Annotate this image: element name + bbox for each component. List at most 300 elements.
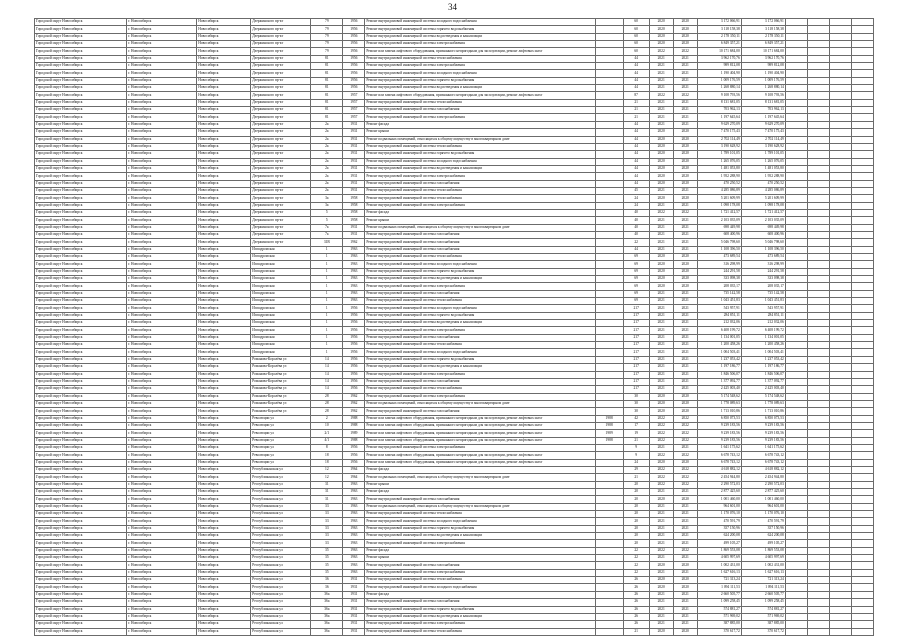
table-cell: 1 778 089,63 — [741, 400, 785, 407]
table-row — [35, 77, 874, 84]
table-cell: Дзержинского пр-кт — [251, 121, 311, 128]
empty-cell — [785, 577, 807, 584]
table-cell: 44 — [623, 129, 649, 136]
table-cell: Новосибирск — [197, 533, 251, 540]
table-cell: 2021 — [673, 290, 697, 297]
table-row — [35, 400, 874, 407]
table-row — [35, 320, 874, 327]
table-cell: Городской округ Новосибирск — [35, 143, 127, 150]
table-row — [35, 239, 874, 246]
table-cell: Городской округ Новосибирск — [35, 606, 127, 613]
table-cell: 2а — [311, 173, 343, 180]
table-cell: Городской округ Новосибирск — [35, 628, 127, 635]
table-cell: 19 — [623, 430, 649, 437]
empty-cell — [785, 290, 807, 297]
empty-cell — [807, 195, 829, 202]
table-cell: Городской округ Новосибирск — [35, 400, 127, 407]
empty-cell — [851, 26, 873, 33]
table-cell: 1957 — [343, 92, 365, 99]
table-cell: Городской округ Новосибирск — [35, 268, 127, 275]
table-cell: Ремонт внутридомовой инженерной системы газоснабжения — [365, 599, 595, 606]
empty-cell — [807, 349, 829, 356]
table-cell: Новосибирск — [197, 261, 251, 268]
empty-cell — [851, 33, 873, 40]
table-cell: 1931 — [343, 143, 365, 150]
table-cell: 2020 — [649, 143, 673, 150]
table-row — [35, 562, 874, 569]
table-cell: 2021 — [673, 77, 697, 84]
table-cell: 14 — [311, 386, 343, 393]
table-row — [35, 547, 874, 554]
table-cell: Новосибирск — [197, 173, 251, 180]
empty-cell — [851, 525, 873, 532]
empty-cell — [807, 283, 829, 290]
empty-cell — [785, 261, 807, 268]
empty-cell — [807, 584, 829, 591]
table-cell: 10 171 684,00 — [697, 48, 741, 55]
table-cell: 5 — [311, 209, 343, 216]
table-cell: Городской округ Новосибирск — [35, 511, 127, 518]
empty-cell — [807, 26, 829, 33]
table-cell: г. Новосибирск — [127, 26, 197, 33]
table-cell: Республиканская ул — [251, 525, 311, 532]
table-cell: Республиканская ул — [251, 547, 311, 554]
empty-cell — [829, 489, 851, 496]
table-cell: Городской округ Новосибирск — [35, 371, 127, 378]
empty-cell — [807, 525, 829, 532]
table-cell: 2021 — [673, 511, 697, 518]
table-cell: Ремонт внутридомовой инженерной системы газоснабжения — [365, 378, 595, 385]
table-cell: 5 174 548,62 — [741, 393, 785, 400]
table-cell: Ремонт крыши — [365, 129, 595, 136]
table-cell: Ремонт крыши — [365, 217, 595, 224]
table-cell: Новосибирск — [197, 628, 251, 635]
table-cell — [595, 283, 623, 290]
empty-cell — [851, 63, 873, 70]
table-cell — [595, 525, 623, 532]
table-cell: 1989 — [595, 430, 623, 437]
table-cell: г. Новосибирск — [127, 415, 197, 422]
table-cell: 1957 — [343, 107, 365, 114]
table-cell: 1 197 645,64 — [741, 114, 785, 121]
table-body — [35, 19, 874, 636]
table-cell: 1956 — [343, 334, 365, 341]
table-cell: г. Новосибирск — [127, 540, 197, 547]
table-cell: 44 — [623, 55, 649, 62]
empty-cell — [785, 254, 807, 261]
table-cell: 12 — [311, 474, 343, 481]
table-cell: г. Новосибирск — [127, 298, 197, 305]
table-cell: 1957 — [343, 99, 365, 106]
table-cell: 79 — [311, 41, 343, 48]
table-cell: 1962 — [343, 393, 365, 400]
table-cell — [595, 481, 623, 488]
table-cell: Городской округ Новосибирск — [35, 165, 127, 172]
table-cell: 2а — [311, 143, 343, 150]
table-cell: 40 — [623, 231, 649, 238]
table-cell: 69 — [623, 261, 649, 268]
empty-cell — [829, 415, 851, 422]
table-cell: 2021 — [649, 121, 673, 128]
table-cell: 1931 — [343, 224, 365, 231]
table-cell: Романова-Королёва ул — [251, 364, 311, 371]
table-cell: Городской округ Новосибирск — [35, 290, 127, 297]
empty-cell — [829, 569, 851, 576]
empty-cell — [785, 415, 807, 422]
table-cell: 1956 — [343, 305, 365, 312]
table-cell: 5 174 548,62 — [697, 393, 741, 400]
table-cell: Городской округ Новосибирск — [35, 187, 127, 194]
empty-cell — [851, 599, 873, 606]
empty-cell — [807, 276, 829, 283]
table-cell: Городской округ Новосибирск — [35, 540, 127, 547]
table-cell: Ремонт внутридомовой инженерной системы теплоснабжения — [365, 386, 595, 393]
table-cell: 698 449,98 — [697, 224, 741, 231]
table-cell: 6 849 357,21 — [697, 41, 741, 48]
table-cell: Городской округ Новосибирск — [35, 121, 127, 128]
table-cell: 2022 — [673, 466, 697, 473]
table-cell: 2020 — [673, 577, 697, 584]
table-cell: Ремонт подвальных помещений, относящихся к общему имуществу в многоквартирном доме — [365, 503, 595, 510]
empty-cell — [829, 187, 851, 194]
table-cell: г. Новосибирск — [127, 217, 197, 224]
table-cell: 2021 — [649, 187, 673, 194]
table-cell: 1931 — [343, 577, 365, 584]
table-cell: Городской округ Новосибирск — [35, 444, 127, 451]
table-cell: 9 239 183,56 — [697, 422, 741, 429]
table-cell: 35 — [311, 555, 343, 562]
empty-cell — [807, 511, 829, 518]
table-cell: г. Новосибирск — [127, 555, 197, 562]
table-cell: Ремонт внутридомовой инженерной системы водоотведения и канализации — [365, 276, 595, 283]
table-row — [35, 129, 874, 136]
table-cell — [595, 606, 623, 613]
table-cell: 1956 — [343, 327, 365, 334]
table-cell: Городской округ Новосибирск — [35, 599, 127, 606]
table-cell: Ремонт внутридомовой инженерной системы электроснабжения — [365, 63, 595, 70]
empty-cell — [829, 26, 851, 33]
table-cell: 2021 — [649, 533, 673, 540]
table-cell: Новосибирск — [197, 151, 251, 158]
table-row — [35, 187, 874, 194]
table-cell: 5 046 798,60 — [741, 239, 785, 246]
empty-cell — [829, 349, 851, 356]
table-cell — [595, 555, 623, 562]
table-cell: 2020 — [649, 180, 673, 187]
table-cell: Новосибирск — [197, 202, 251, 209]
table-cell: Ремонт внутридомовой инженерной системы электроснабжения — [365, 621, 595, 628]
table-cell: Ремонт внутридомовой инженерной системы горячего водоснабжения — [365, 356, 595, 363]
table-cell: г. Новосибирск — [127, 99, 197, 106]
table-cell: 499 105,27 — [741, 540, 785, 547]
table-cell: 1 009 176,59 — [741, 77, 785, 84]
table-row — [35, 290, 874, 297]
table-cell — [595, 41, 623, 48]
table-cell: г. Новосибирск — [127, 77, 197, 84]
empty-cell — [851, 19, 873, 26]
empty-cell — [829, 143, 851, 150]
table-cell — [595, 217, 623, 224]
table-cell: Ремонт внутридомовой инженерной системы водоотведения и канализации — [365, 533, 595, 540]
table-cell: 1 001 460,00 — [741, 496, 785, 503]
empty-cell — [785, 356, 807, 363]
table-cell: Дзержинского пр-кт — [251, 224, 311, 231]
table-cell: Дзержинского пр-кт — [251, 165, 311, 172]
table-cell: 470 591,79 — [741, 518, 785, 525]
table-cell: 2021 — [649, 613, 673, 620]
table-cell: Новосибирск — [197, 63, 251, 70]
empty-cell — [829, 290, 851, 297]
table-cell: 18 — [311, 459, 343, 466]
table-cell: 316 298,99 — [741, 261, 785, 268]
empty-cell — [851, 246, 873, 253]
table-cell: 1 237 053,42 — [741, 356, 785, 363]
table-cell: 81 — [311, 85, 343, 92]
table-cell: Ремонт внутридомовой инженерной системы теплоснабжения — [365, 143, 595, 150]
table-row — [35, 459, 874, 466]
table-cell: Городской округ Новосибирск — [35, 378, 127, 385]
table-cell: 1 789 101,05 — [741, 151, 785, 158]
empty-cell — [807, 628, 829, 635]
table-cell: 1 094 111,53 — [741, 584, 785, 591]
empty-cell — [851, 584, 873, 591]
table-cell: Новосибирск — [197, 386, 251, 393]
table-cell: 20 — [623, 518, 649, 525]
table-cell: Новосибирск — [197, 19, 251, 26]
table-cell: Республиканская ул — [251, 562, 311, 569]
table-cell: Новосибирск — [197, 276, 251, 283]
table-row — [35, 298, 874, 305]
table-cell: 4/1 — [311, 437, 343, 444]
empty-cell — [829, 180, 851, 187]
table-cell: Новосибирск — [197, 342, 251, 349]
table-cell: 2 103 035,09 — [697, 217, 741, 224]
table-cell: Дзержинского пр-кт — [251, 217, 311, 224]
table-cell: 370 617,72 — [697, 628, 741, 635]
table-cell: Ремонт крыши — [365, 555, 595, 562]
table-cell: 217 — [623, 312, 649, 319]
table-cell: Ремонт внутридомовой инженерной системы водоотведения и канализации — [365, 320, 595, 327]
table-cell: г. Новосибирск — [127, 33, 197, 40]
table-cell: 1 869 553,08 — [741, 547, 785, 554]
table-cell: 1956 — [343, 452, 365, 459]
table-cell: 1 — [311, 342, 343, 349]
empty-cell — [785, 217, 807, 224]
empty-cell — [785, 525, 807, 532]
table-row — [35, 430, 874, 437]
empty-cell — [851, 305, 873, 312]
table-cell: Городской округ Новосибирск — [35, 195, 127, 202]
table-cell — [595, 474, 623, 481]
table-cell: 14 — [311, 364, 343, 371]
empty-cell — [785, 364, 807, 371]
table-cell: 2021 — [649, 77, 673, 84]
table-cell: 1 004 503,41 — [741, 349, 785, 356]
table-cell: 2020 — [649, 276, 673, 283]
table-cell: Городской округ Новосибирск — [35, 555, 127, 562]
table-cell: 2020 — [673, 496, 697, 503]
table-cell: 2020 — [649, 41, 673, 48]
table-cell: 1 713 010,86 — [741, 408, 785, 415]
table-cell: 2021 — [673, 613, 697, 620]
table-cell: 1958 — [343, 217, 365, 224]
table-cell: 2020 — [673, 393, 697, 400]
table-cell: 1931 — [343, 606, 365, 613]
table-cell: Ремонт или замена лифтового оборудования, признанного непригодным для эксплуатации, ремонт лифтовых шахт — [365, 437, 595, 444]
table-cell: Ремонт или замена лифтового оборудования, признанного непригодным для эксплуатации, ремонт лифтовых шахт — [365, 92, 595, 99]
table-cell: 217 — [623, 371, 649, 378]
table-cell: 1988 — [595, 437, 623, 444]
table-cell: 1956 — [343, 386, 365, 393]
table-cell: Романова-Королёва ул — [251, 378, 311, 385]
table-cell: 4 605 997,69 — [697, 555, 741, 562]
table-cell: 2 702 114,49 — [697, 136, 741, 143]
empty-cell — [785, 143, 807, 150]
empty-cell — [807, 547, 829, 554]
table-cell: Ипподромская — [251, 261, 311, 268]
table-cell: 18 — [311, 452, 343, 459]
table-row — [35, 518, 874, 525]
empty-cell — [807, 452, 829, 459]
table-cell: Новосибирск — [197, 77, 251, 84]
table-cell: 2020 — [649, 165, 673, 172]
empty-cell — [807, 386, 829, 393]
table-cell: 1964 — [343, 466, 365, 473]
table-row — [35, 195, 874, 202]
table-cell: Новосибирск — [197, 283, 251, 290]
table-cell: 217 — [623, 334, 649, 341]
table-cell: Ремонт или замена лифтового оборудования, признанного непригодным для эксплуатации, ремонт лифтовых шахт — [365, 422, 595, 429]
table-cell — [595, 48, 623, 55]
table-cell: Городской округ Новосибирск — [35, 386, 127, 393]
table-cell: Городской округ Новосибирск — [35, 48, 127, 55]
table-cell: 2022 — [649, 422, 673, 429]
table-cell: г. Новосибирск — [127, 224, 197, 231]
table-cell: 1 869 553,08 — [697, 547, 741, 554]
empty-cell — [785, 496, 807, 503]
empty-cell — [785, 173, 807, 180]
table-cell: 2022 — [673, 415, 697, 422]
table-cell: Дзержинского пр-кт — [251, 33, 311, 40]
table-cell — [595, 349, 623, 356]
table-row — [35, 114, 874, 121]
table-cell: 2022 — [649, 209, 673, 216]
empty-cell — [785, 518, 807, 525]
empty-cell — [807, 481, 829, 488]
table-cell: Республиканская ул — [251, 591, 311, 598]
empty-cell — [785, 400, 807, 407]
empty-cell — [785, 489, 807, 496]
table-cell: 2021 — [673, 386, 697, 393]
empty-cell — [807, 459, 829, 466]
table-cell: 22 — [623, 569, 649, 576]
table-cell: 2021 — [673, 224, 697, 231]
table-cell: 2020 — [649, 577, 673, 584]
table-cell: Городской округ Новосибирск — [35, 63, 127, 70]
table-cell — [595, 305, 623, 312]
table-cell: 2021 — [673, 525, 697, 532]
table-cell: 33 — [311, 503, 343, 510]
table-cell: 2022 — [673, 437, 697, 444]
table-cell: 2021 — [673, 533, 697, 540]
table-cell: 44 — [623, 173, 649, 180]
table-cell: 2020 — [649, 393, 673, 400]
table-cell: Дзержинского пр-кт — [251, 107, 311, 114]
table-cell: 217 — [623, 356, 649, 363]
empty-cell — [829, 77, 851, 84]
table-cell — [595, 136, 623, 143]
empty-cell — [851, 496, 873, 503]
table-row — [35, 496, 874, 503]
table-cell: 2021 — [649, 342, 673, 349]
empty-cell — [829, 231, 851, 238]
table-cell — [595, 246, 623, 253]
table-cell: г. Новосибирск — [127, 400, 197, 407]
empty-cell — [851, 400, 873, 407]
table-cell: 9 239 183,56 — [697, 437, 741, 444]
table-cell: 1963 — [343, 283, 365, 290]
table-cell: Романова-Королёва ул — [251, 386, 311, 393]
table-cell — [595, 371, 623, 378]
table-cell: г. Новосибирск — [127, 430, 197, 437]
table-cell: 4 285 086,89 — [697, 187, 741, 194]
table-cell: 1963 — [343, 276, 365, 283]
table-cell: Ипподромская — [251, 349, 311, 356]
table-cell: Дзержинского пр-кт — [251, 173, 311, 180]
table-cell — [595, 489, 623, 496]
table-cell: 1 170 076,10 — [741, 511, 785, 518]
table-cell: 2020 — [673, 158, 697, 165]
empty-cell — [785, 63, 807, 70]
table-cell: 8 — [311, 444, 343, 451]
table-cell: Республиканская ул — [251, 606, 311, 613]
table-cell: 571 969,02 — [697, 613, 741, 620]
table-cell: Новосибирск — [197, 613, 251, 620]
table-cell: 2021 — [673, 356, 697, 363]
table-cell: 2 425 003,40 — [697, 386, 741, 393]
table-cell: 1 846 506,07 — [697, 371, 741, 378]
table-cell: г. Новосибирск — [127, 129, 197, 136]
table-cell: Ремонт внутридомовой инженерной системы электроснабжения — [365, 173, 595, 180]
empty-cell — [851, 173, 873, 180]
table-cell: 2 — [311, 415, 343, 422]
table-cell: Новосибирск — [197, 437, 251, 444]
table-cell — [595, 151, 623, 158]
table-cell: 2020 — [673, 19, 697, 26]
table-cell: Новосибирск — [197, 246, 251, 253]
table-cell: Городской округ Новосибирск — [35, 408, 127, 415]
empty-cell — [829, 503, 851, 510]
table-cell: 1956 — [343, 41, 365, 48]
table-cell: Городской округ Новосибирск — [35, 276, 127, 283]
table-cell: 9 — [623, 444, 649, 451]
table-cell: 1 641 175,62 — [697, 444, 741, 451]
table-cell: 703 962,13 — [741, 107, 785, 114]
empty-cell — [851, 180, 873, 187]
table-cell: 2021 — [649, 489, 673, 496]
table-cell: 20 — [623, 503, 649, 510]
empty-cell — [829, 577, 851, 584]
table-cell — [595, 55, 623, 62]
table-cell: 10 — [311, 422, 343, 429]
empty-cell — [785, 305, 807, 312]
empty-cell — [807, 606, 829, 613]
table-cell: 1956 — [343, 320, 365, 327]
table-cell: 69 — [623, 290, 649, 297]
table-cell: г. Новосибирск — [127, 393, 197, 400]
table-cell — [595, 239, 623, 246]
table-row — [35, 33, 874, 40]
